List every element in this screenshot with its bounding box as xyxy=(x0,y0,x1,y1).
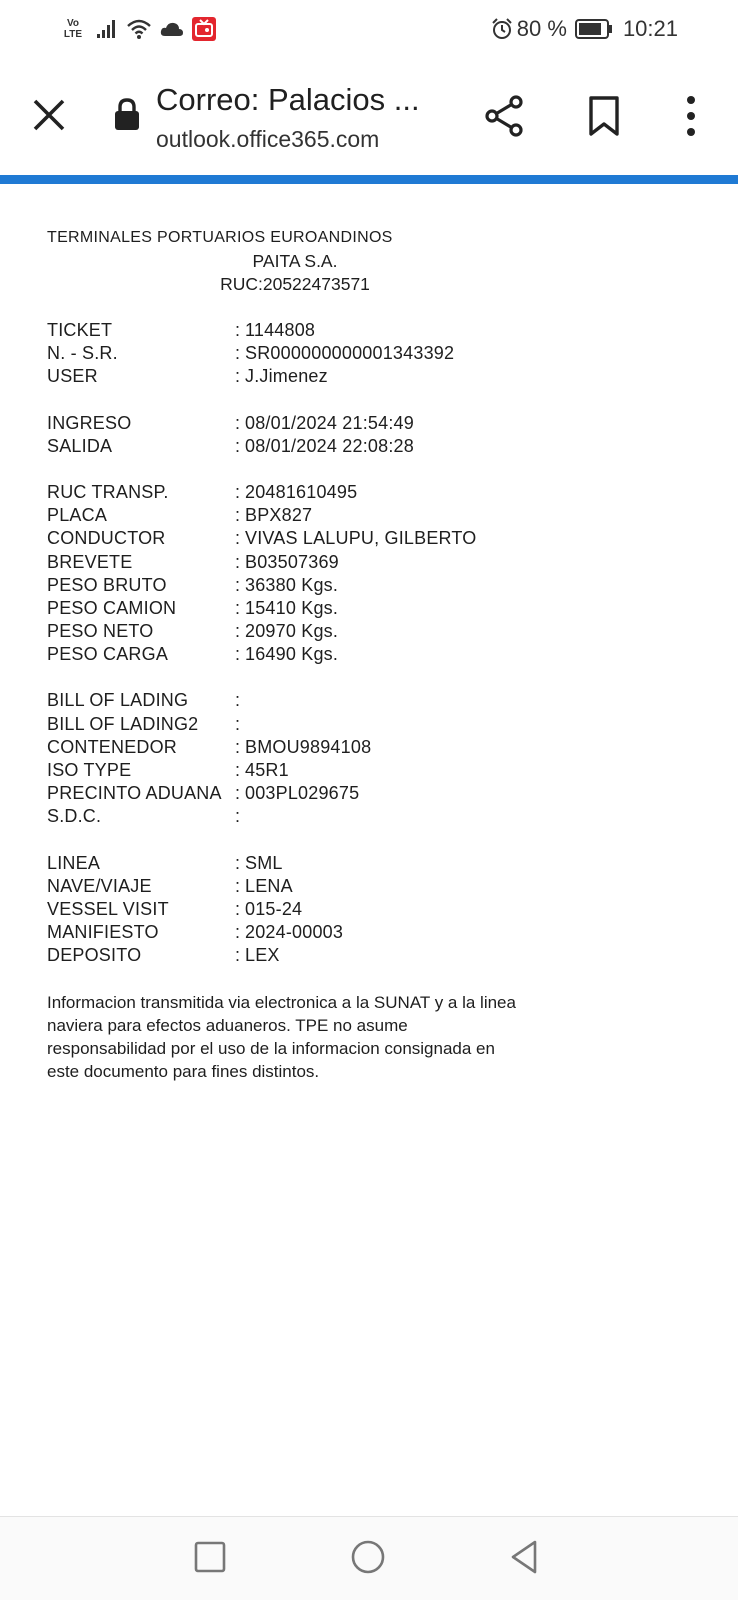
field-separator: : xyxy=(235,343,241,364)
field-row xyxy=(47,643,707,666)
field-label: PRECINTO ADUANA xyxy=(47,783,222,804)
field-separator: : xyxy=(235,366,241,387)
field-value: 15410 Kgs. xyxy=(245,597,339,618)
field-separator: : xyxy=(235,852,241,873)
field-value: 2024-00003 xyxy=(245,922,344,943)
field-label: MANIFIESTO xyxy=(47,922,159,943)
disclaimer-text: Informacion transmitida via electronica a la SUNAT y a la linea naviera para efectos aduaneros. TPE no asume responsabilidad por el uso de la informacion consignada en este documento para fines distintos. xyxy=(47,992,516,1082)
field-label: BILL OF LADING xyxy=(47,690,189,711)
back-icon[interactable] xyxy=(505,1537,545,1577)
field-row xyxy=(47,342,707,365)
field-row xyxy=(47,365,707,388)
field-row xyxy=(47,551,707,574)
field-label: CONDUCTOR xyxy=(47,528,166,549)
ticket-fields xyxy=(47,319,707,968)
field-separator: : xyxy=(235,690,241,711)
field-separator: : xyxy=(235,713,241,734)
volte-bottom: LTE xyxy=(63,29,83,40)
field-group xyxy=(47,481,707,667)
field-separator: : xyxy=(235,945,241,966)
ticket-document xyxy=(47,226,707,1083)
volte-indicator xyxy=(62,18,84,40)
field-value: 08/01/2024 22:08:28 xyxy=(245,435,414,456)
share-icon[interactable] xyxy=(484,94,526,138)
field-value: BPX827 xyxy=(245,505,313,526)
field-value: J.Jimenez xyxy=(245,366,328,387)
field-row xyxy=(47,527,707,550)
field-row xyxy=(47,805,707,828)
field-separator: : xyxy=(235,898,241,919)
signal-icon xyxy=(96,19,118,39)
share-button[interactable] xyxy=(484,94,526,138)
field-value: LEX xyxy=(245,945,280,966)
field-separator: : xyxy=(235,528,241,549)
field-separator: : xyxy=(235,875,241,896)
home-button[interactable] xyxy=(348,1537,388,1577)
company-name: TERMINALES PORTUARIOS EUROANDINOS xyxy=(47,229,393,246)
alarm-icon xyxy=(491,18,513,40)
field-separator: : xyxy=(235,505,241,526)
field-value: 003PL029675 xyxy=(245,783,360,804)
field-label: PESO NETO xyxy=(47,621,154,642)
field-value: SML xyxy=(245,852,283,873)
recent-apps-button[interactable] xyxy=(190,1537,230,1577)
field-value: 015-24 xyxy=(245,898,303,919)
browser-toolbar xyxy=(0,58,738,175)
field-row xyxy=(47,898,707,921)
field-value: B03507369 xyxy=(245,551,339,572)
field-row xyxy=(47,944,707,967)
field-label: RUC TRANSP. xyxy=(47,481,169,502)
bookmark-icon[interactable] xyxy=(586,94,622,138)
more-options-button[interactable] xyxy=(676,94,706,138)
field-label: PESO CAMION xyxy=(47,597,177,618)
close-icon[interactable] xyxy=(28,94,70,136)
field-label: BILL OF LADING2 xyxy=(47,713,199,734)
field-label: NAVE/VIAJE xyxy=(47,875,152,896)
field-value: 45R1 xyxy=(245,760,289,780)
clock: 10:21 xyxy=(622,16,678,41)
status-right xyxy=(491,14,678,44)
page-load-progress-bar xyxy=(0,175,738,184)
status-left xyxy=(62,14,224,44)
field-separator: : xyxy=(235,412,241,433)
field-separator: : xyxy=(235,621,241,642)
field-group xyxy=(47,412,707,458)
field-value: VIVAS LALUPU, GILBERTO xyxy=(245,528,477,549)
field-value: 08/01/2024 21:54:49 xyxy=(245,412,414,433)
field-row xyxy=(47,574,707,597)
field-value: 16490 Kgs. xyxy=(245,644,339,665)
volte-top: Vo xyxy=(66,18,80,29)
field-separator: : xyxy=(235,760,241,780)
field-value: LENA xyxy=(245,875,293,896)
field-row xyxy=(47,435,707,458)
field-row xyxy=(47,782,707,805)
field-separator: : xyxy=(235,806,241,827)
field-row xyxy=(47,504,707,527)
field-row xyxy=(47,921,707,944)
wifi-icon xyxy=(126,18,152,40)
status-bar xyxy=(0,0,738,58)
cloud-icon xyxy=(160,21,184,37)
field-row xyxy=(47,875,707,898)
field-separator: : xyxy=(235,320,241,340)
field-group xyxy=(47,319,707,389)
field-row xyxy=(47,412,707,435)
field-separator: : xyxy=(235,481,241,502)
field-row xyxy=(47,620,707,643)
field-label: INGRESO xyxy=(47,412,132,433)
field-label: ISO TYPE xyxy=(47,760,132,780)
field-label: N. - S.R. xyxy=(47,343,118,364)
tv-app-icon xyxy=(192,17,216,41)
system-nav-bar xyxy=(0,1516,738,1600)
field-value: 20481610495 xyxy=(245,481,358,502)
field-row xyxy=(47,319,707,342)
field-value: SR000000000001343392 xyxy=(245,343,455,364)
field-separator: : xyxy=(235,922,241,943)
lock-icon xyxy=(112,98,142,132)
field-value: BMOU9894108 xyxy=(245,736,372,757)
field-separator: : xyxy=(235,574,241,595)
field-row xyxy=(47,689,707,712)
company-ruc: RUC:20522473571 xyxy=(220,274,370,294)
field-label: SALIDA xyxy=(47,435,113,456)
field-row xyxy=(47,736,707,759)
field-label: BREVETE xyxy=(47,551,133,572)
field-label: TICKET xyxy=(47,320,113,340)
battery-icon xyxy=(575,19,613,39)
field-label: PESO BRUTO xyxy=(47,574,167,595)
field-label: CONTENEDOR xyxy=(47,736,178,757)
field-label: VESSEL VISIT xyxy=(47,898,169,919)
field-label: LINEA xyxy=(47,852,101,873)
company-sub: PAITA S.A. xyxy=(252,251,338,271)
home-icon[interactable] xyxy=(348,1537,388,1577)
field-label: USER xyxy=(47,366,98,387)
field-row xyxy=(47,852,707,875)
field-value: 20970 Kgs. xyxy=(245,621,339,642)
field-separator: : xyxy=(235,644,241,665)
field-row xyxy=(47,759,707,782)
field-row xyxy=(47,481,707,504)
field-group xyxy=(47,689,707,828)
page-url[interactable]: outlook.office365.com xyxy=(156,126,380,152)
field-value: 1144808 xyxy=(245,320,316,340)
field-row xyxy=(47,713,707,736)
recent-apps-icon[interactable] xyxy=(190,1537,230,1577)
field-value: 36380 Kgs. xyxy=(245,574,339,595)
field-separator: : xyxy=(235,551,241,572)
field-separator: : xyxy=(235,783,241,804)
field-label: DEPOSITO xyxy=(47,945,142,966)
bookmark-button[interactable] xyxy=(586,94,622,138)
field-separator: : xyxy=(235,597,241,618)
field-label: S.D.C. xyxy=(47,806,102,827)
field-separator: : xyxy=(235,435,241,456)
close-button[interactable] xyxy=(28,94,70,136)
field-row xyxy=(47,597,707,620)
field-group xyxy=(47,852,707,968)
page-title: Correo: Palacios ... xyxy=(156,82,420,117)
field-label: PESO CARGA xyxy=(47,644,169,665)
more-vert-icon[interactable] xyxy=(676,94,706,138)
field-separator: : xyxy=(235,736,241,757)
back-button[interactable] xyxy=(505,1537,545,1577)
battery-percent: 80 % xyxy=(516,16,567,41)
field-label: PLACA xyxy=(47,505,108,526)
